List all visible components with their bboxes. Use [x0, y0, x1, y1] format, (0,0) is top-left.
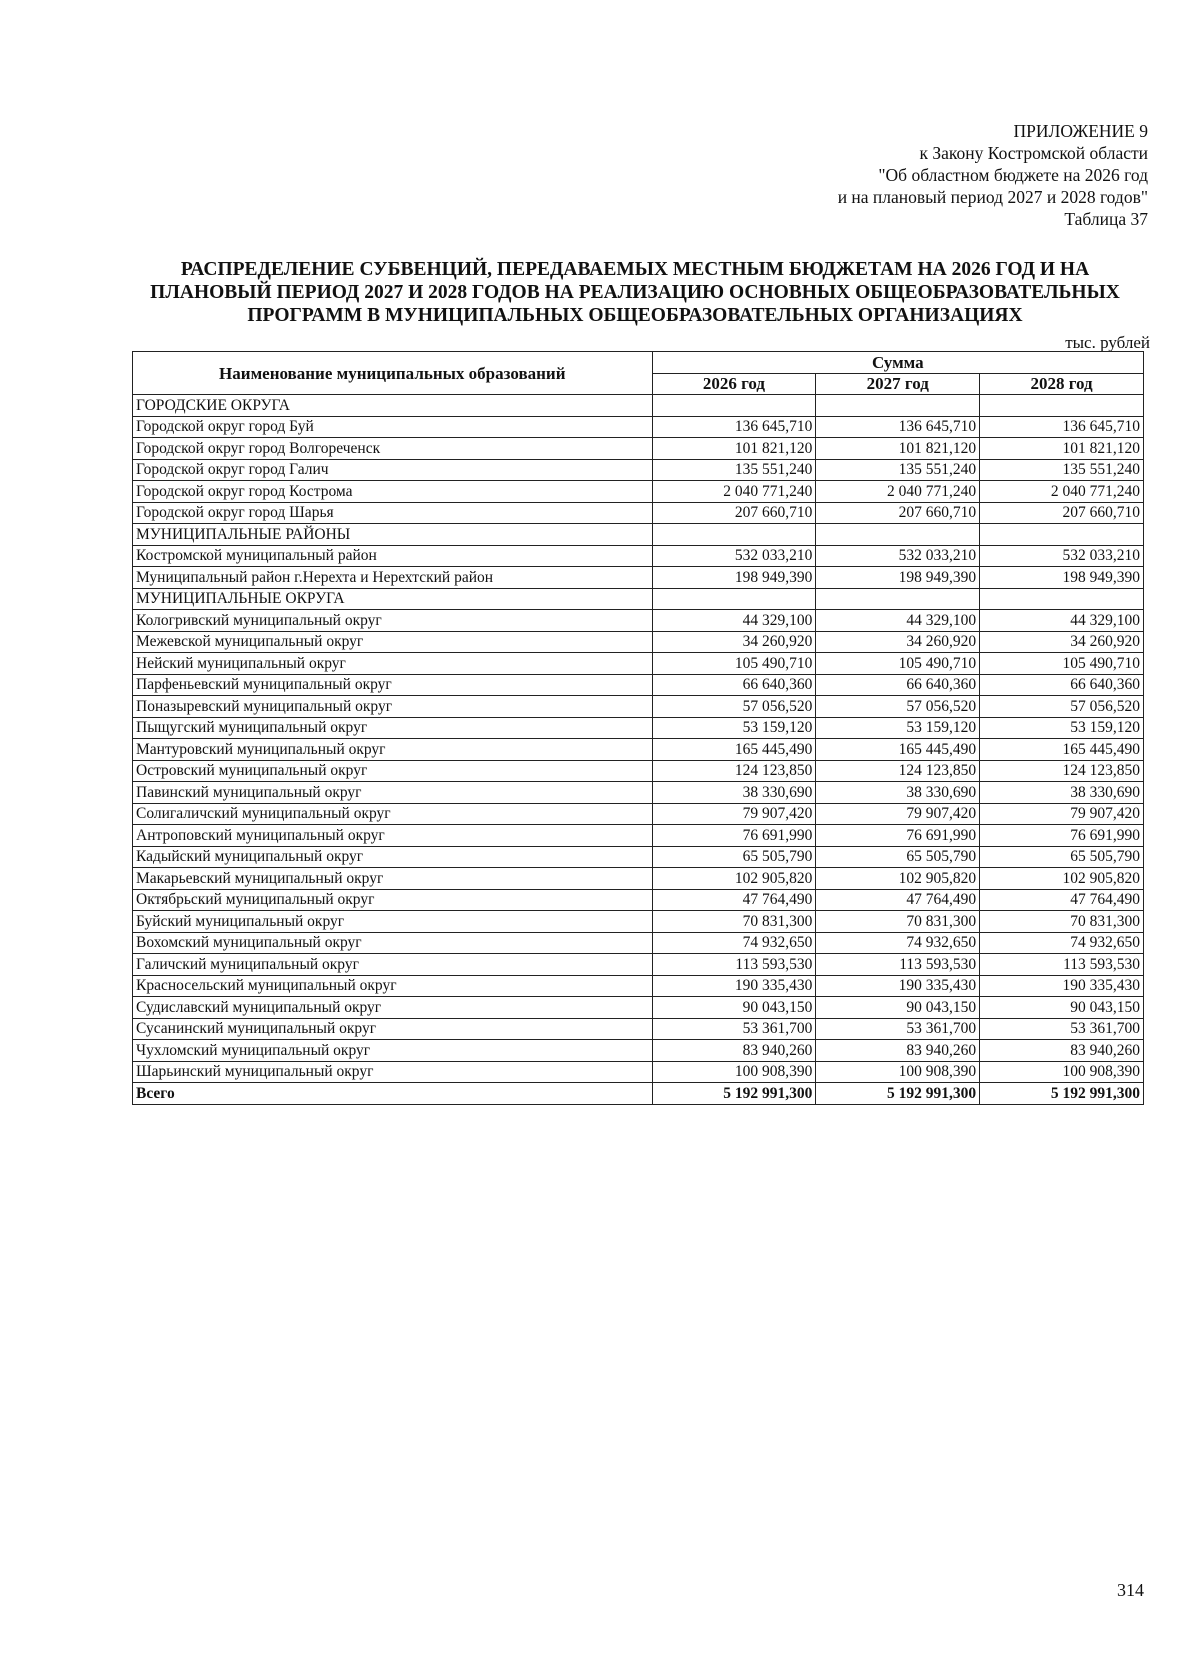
- table-row: [133, 567, 1144, 589]
- amount-cell-2026: 76 691,990: [652, 825, 816, 847]
- municipality-name-cell: Городской округ город Волгореченск: [133, 438, 653, 460]
- amount-cell-2026: 165 445,490: [652, 739, 816, 761]
- amount-cell-2027: 165 445,490: [816, 739, 980, 761]
- amount-cell-2027: 124 123,850: [816, 760, 980, 782]
- municipality-name-cell: Нейский муниципальный округ: [133, 653, 653, 675]
- amount-cell-2026: 102 905,820: [652, 868, 816, 890]
- table-row: [133, 1061, 1144, 1083]
- municipality-name-cell: Антроповский муниципальный округ: [133, 825, 653, 847]
- column-header-sum: Сумма: [652, 352, 1143, 374]
- municipality-name-cell: Октябрьский муниципальный округ: [133, 889, 653, 911]
- amount-cell-2028: 65 505,790: [980, 846, 1144, 868]
- amount-cell-2026: 198 949,390: [652, 567, 816, 589]
- appendix-label: ПРИЛОЖЕНИЕ 9: [1013, 121, 1148, 141]
- municipality-name-cell: Красносельский муниципальный округ: [133, 975, 653, 997]
- amount-cell-2027: 66 640,360: [816, 674, 980, 696]
- amount-cell-2027: 83 940,260: [816, 1040, 980, 1062]
- municipality-name-cell: Вохомский муниципальный округ: [133, 932, 653, 954]
- amount-cell-2027: 38 330,690: [816, 782, 980, 804]
- amount-cell-2026: 47 764,490: [652, 889, 816, 911]
- column-header-year-2027: 2027 год: [816, 373, 980, 395]
- amount-cell-2028: 47 764,490: [980, 889, 1144, 911]
- amount-cell-2026: [652, 588, 816, 610]
- amount-cell-2028: 90 043,150: [980, 997, 1144, 1019]
- amount-cell-2028: 5 192 991,300: [980, 1083, 1144, 1105]
- amount-cell-2026: 101 821,120: [652, 438, 816, 460]
- amount-cell-2028: 66 640,360: [980, 674, 1144, 696]
- municipality-name-cell: Городской округ город Буй: [133, 416, 653, 438]
- amount-cell-2028: 136 645,710: [980, 416, 1144, 438]
- amount-cell-2026: 90 043,150: [652, 997, 816, 1019]
- amount-cell-2026: 53 361,700: [652, 1018, 816, 1040]
- amount-cell-2027: 5 192 991,300: [816, 1083, 980, 1105]
- table-row: [133, 416, 1144, 438]
- amount-cell-2027: 135 551,240: [816, 459, 980, 481]
- municipality-name-cell: Мантуровский муниципальный округ: [133, 739, 653, 761]
- amount-cell-2027: [816, 395, 980, 417]
- amount-cell-2026: 79 907,420: [652, 803, 816, 825]
- document-title: [130, 258, 1140, 327]
- amount-cell-2027: 101 821,120: [816, 438, 980, 460]
- appendix-header: [838, 120, 1148, 230]
- subsidy-table: [132, 351, 1144, 1105]
- amount-cell-2027: 105 490,710: [816, 653, 980, 675]
- amount-cell-2026: 70 831,300: [652, 911, 816, 933]
- table-row: [133, 932, 1144, 954]
- section-name-cell: МУНИЦИПАЛЬНЫЕ ОКРУГА: [133, 588, 653, 610]
- amount-cell-2027: 57 056,520: [816, 696, 980, 718]
- table-row: [133, 825, 1144, 847]
- amount-cell-2027: 190 335,430: [816, 975, 980, 997]
- amount-cell-2028: 207 660,710: [980, 502, 1144, 524]
- table-row: [133, 438, 1144, 460]
- amount-cell-2026: [652, 524, 816, 546]
- table-row: [133, 631, 1144, 653]
- amount-cell-2026: 124 123,850: [652, 760, 816, 782]
- amount-cell-2028: 101 821,120: [980, 438, 1144, 460]
- municipality-name-cell: Солигаличский муниципальный округ: [133, 803, 653, 825]
- municipality-name-cell: Городской округ город Шарья: [133, 502, 653, 524]
- law-reference: к Закону Костромской области: [919, 143, 1148, 163]
- municipality-name-cell: Судиславский муниципальный округ: [133, 997, 653, 1019]
- amount-cell-2026: 74 932,650: [652, 932, 816, 954]
- amount-cell-2026: 83 940,260: [652, 1040, 816, 1062]
- table-row: [133, 610, 1144, 632]
- amount-cell-2028: 190 335,430: [980, 975, 1144, 997]
- amount-cell-2027: 44 329,100: [816, 610, 980, 632]
- amount-cell-2028: 76 691,990: [980, 825, 1144, 847]
- amount-cell-2026: [652, 395, 816, 417]
- table-row: [133, 911, 1144, 933]
- amount-cell-2027: 90 043,150: [816, 997, 980, 1019]
- amount-cell-2028: 34 260,920: [980, 631, 1144, 653]
- table-row: [133, 846, 1144, 868]
- amount-cell-2026: 105 490,710: [652, 653, 816, 675]
- table-row: [133, 782, 1144, 804]
- amount-cell-2027: 65 505,790: [816, 846, 980, 868]
- amount-cell-2027: 532 033,210: [816, 545, 980, 567]
- municipality-name-cell: Костромской муниципальный район: [133, 545, 653, 567]
- municipality-name-cell: Павинский муниципальный округ: [133, 782, 653, 804]
- column-header-name: Наименование муниципальных образований: [133, 352, 653, 395]
- amount-cell-2027: 113 593,530: [816, 954, 980, 976]
- law-title-line1: "Об областном бюджете на 2026 год: [878, 165, 1148, 185]
- section-row: [133, 524, 1144, 546]
- amount-cell-2026: 113 593,530: [652, 954, 816, 976]
- table-row: [133, 545, 1144, 567]
- table-row: [133, 803, 1144, 825]
- amount-cell-2028: 53 159,120: [980, 717, 1144, 739]
- table-row: [133, 1040, 1144, 1062]
- table-row: [133, 868, 1144, 890]
- page-number: 314: [1117, 1580, 1144, 1600]
- amount-cell-2028: 74 932,650: [980, 932, 1144, 954]
- municipality-name-cell: Поназыревский муниципальный округ: [133, 696, 653, 718]
- title-line-2: ПЛАНОВЫЙ ПЕРИОД 2027 И 2028 ГОДОВ НА РЕАЛИЗАЦИЮ ОСНОВНЫХ ОБЩЕОБРАЗОВАТЕЛЬНЫХ: [150, 282, 1120, 303]
- amount-cell-2027: 70 831,300: [816, 911, 980, 933]
- amount-cell-2028: 44 329,100: [980, 610, 1144, 632]
- amount-cell-2028: 124 123,850: [980, 760, 1144, 782]
- amount-cell-2028: 135 551,240: [980, 459, 1144, 481]
- amount-cell-2028: 532 033,210: [980, 545, 1144, 567]
- table-row: [133, 760, 1144, 782]
- amount-cell-2026: 66 640,360: [652, 674, 816, 696]
- section-row: [133, 588, 1144, 610]
- amount-cell-2027: 2 040 771,240: [816, 481, 980, 503]
- amount-cell-2028: 83 940,260: [980, 1040, 1144, 1062]
- table-row: [133, 975, 1144, 997]
- amount-cell-2027: 47 764,490: [816, 889, 980, 911]
- amount-cell-2027: [816, 588, 980, 610]
- amount-cell-2027: 53 361,700: [816, 1018, 980, 1040]
- amount-cell-2028: 57 056,520: [980, 696, 1144, 718]
- total-row: [133, 1083, 1144, 1105]
- table-row: [133, 717, 1144, 739]
- amount-cell-2026: 44 329,100: [652, 610, 816, 632]
- table-row: [133, 954, 1144, 976]
- table-row: [133, 889, 1144, 911]
- municipality-name-cell: Городской округ город Кострома: [133, 481, 653, 503]
- amount-cell-2026: 38 330,690: [652, 782, 816, 804]
- title-line-3: ПРОГРАММ В МУНИЦИПАЛЬНЫХ ОБЩЕОБРАЗОВАТЕЛЬНЫХ ОРГАНИЗАЦИЯХ: [247, 305, 1023, 326]
- amount-cell-2028: 38 330,690: [980, 782, 1144, 804]
- table-row: [133, 997, 1144, 1019]
- amount-cell-2028: 165 445,490: [980, 739, 1144, 761]
- table-row: [133, 1018, 1144, 1040]
- municipality-name-cell: Шарьинский муниципальный округ: [133, 1061, 653, 1083]
- table-row: [133, 739, 1144, 761]
- amount-cell-2028: [980, 588, 1144, 610]
- municipality-name-cell: Макарьевский муниципальный округ: [133, 868, 653, 890]
- section-name-cell: ГОРОДСКИЕ ОКРУГА: [133, 395, 653, 417]
- section-row: [133, 395, 1144, 417]
- municipality-name-cell: Парфеньевский муниципальный округ: [133, 674, 653, 696]
- table-row: [133, 653, 1144, 675]
- table-row: [133, 674, 1144, 696]
- amount-cell-2026: 190 335,430: [652, 975, 816, 997]
- amount-cell-2026: 57 056,520: [652, 696, 816, 718]
- amount-cell-2028: 70 831,300: [980, 911, 1144, 933]
- amount-cell-2026: 5 192 991,300: [652, 1083, 816, 1105]
- amount-cell-2026: 34 260,920: [652, 631, 816, 653]
- amount-cell-2028: 102 905,820: [980, 868, 1144, 890]
- law-title-line2: и на плановый период 2027 и 2028 годов": [837, 187, 1148, 207]
- municipality-name-cell: Всего: [133, 1083, 653, 1105]
- amount-cell-2027: 76 691,990: [816, 825, 980, 847]
- municipality-name-cell: Пыщугский муниципальный округ: [133, 717, 653, 739]
- table-row: [133, 481, 1144, 503]
- municipality-name-cell: Кадыйский муниципальный округ: [133, 846, 653, 868]
- amount-cell-2026: 53 159,120: [652, 717, 816, 739]
- amount-cell-2027: 198 949,390: [816, 567, 980, 589]
- municipality-name-cell: Островский муниципальный округ: [133, 760, 653, 782]
- amount-cell-2028: 198 949,390: [980, 567, 1144, 589]
- amount-cell-2028: 100 908,390: [980, 1061, 1144, 1083]
- municipality-name-cell: Сусанинский муниципальный округ: [133, 1018, 653, 1040]
- table-number: Таблица 37: [1064, 209, 1148, 229]
- municipality-name-cell: Буйский муниципальный округ: [133, 911, 653, 933]
- table-row: [133, 459, 1144, 481]
- table-row: [133, 502, 1144, 524]
- section-name-cell: МУНИЦИПАЛЬНЫЕ РАЙОНЫ: [133, 524, 653, 546]
- amount-cell-2027: 53 159,120: [816, 717, 980, 739]
- column-header-year-2028: 2028 год: [980, 373, 1144, 395]
- title-line-1: РАСПРЕДЕЛЕНИЕ СУБВЕНЦИЙ, ПЕРЕДАВАЕМЫХ МЕСТНЫМ БЮДЖЕТАМ НА 2026 ГОД И НА: [180, 259, 1090, 280]
- column-header-year-2026: 2026 год: [652, 373, 816, 395]
- table-body: [133, 395, 1144, 1105]
- table-row: [133, 696, 1144, 718]
- municipality-name-cell: Галичский муниципальный округ: [133, 954, 653, 976]
- municipality-name-cell: Муниципальный район г.Нерехта и Нерехтский район: [133, 567, 653, 589]
- amount-cell-2027: 102 905,820: [816, 868, 980, 890]
- amount-cell-2027: 100 908,390: [816, 1061, 980, 1083]
- amount-cell-2026: 100 908,390: [652, 1061, 816, 1083]
- amount-cell-2028: 2 040 771,240: [980, 481, 1144, 503]
- amount-cell-2026: 136 645,710: [652, 416, 816, 438]
- amount-cell-2027: 34 260,920: [816, 631, 980, 653]
- municipality-name-cell: Городской округ город Галич: [133, 459, 653, 481]
- amount-cell-2027: 136 645,710: [816, 416, 980, 438]
- municipality-name-cell: Кологривский муниципальный округ: [133, 610, 653, 632]
- amount-cell-2028: [980, 395, 1144, 417]
- municipality-name-cell: Межевской муниципальный округ: [133, 631, 653, 653]
- amount-cell-2028: 105 490,710: [980, 653, 1144, 675]
- municipality-name-cell: Чухломский муниципальный округ: [133, 1040, 653, 1062]
- amount-cell-2027: 207 660,710: [816, 502, 980, 524]
- amount-cell-2026: 2 040 771,240: [652, 481, 816, 503]
- amount-cell-2026: 135 551,240: [652, 459, 816, 481]
- amount-cell-2027: 79 907,420: [816, 803, 980, 825]
- amount-cell-2028: 113 593,530: [980, 954, 1144, 976]
- amount-cell-2028: 79 907,420: [980, 803, 1144, 825]
- amount-cell-2028: 53 361,700: [980, 1018, 1144, 1040]
- amount-cell-2026: 532 033,210: [652, 545, 816, 567]
- amount-cell-2026: 207 660,710: [652, 502, 816, 524]
- amount-cell-2026: 65 505,790: [652, 846, 816, 868]
- amount-cell-2028: [980, 524, 1144, 546]
- amount-cell-2027: [816, 524, 980, 546]
- units-label: тыс. рублей: [1065, 333, 1150, 352]
- amount-cell-2027: 74 932,650: [816, 932, 980, 954]
